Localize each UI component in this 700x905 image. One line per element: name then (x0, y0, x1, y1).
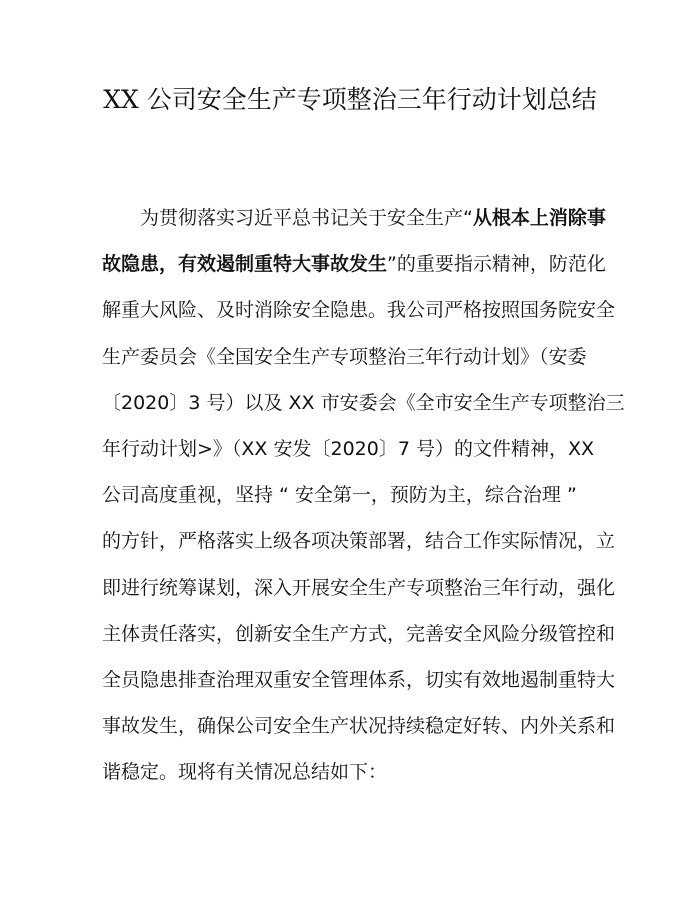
bold-text-segment: 从根本上消除事 (472, 207, 606, 229)
text-segment: ”的重要指示精神，防范化 (387, 253, 606, 275)
text-segment: 生产委员会《全国安全生产专项整治三年行动计划》（安委 (102, 346, 587, 368)
text-segment: 为贯彻落实习近平总书记关于安全生产“ (140, 207, 473, 229)
text-segment: 年行动计划>》（XX 安发〔2020〕7 号）的文件精神，XX (102, 438, 595, 460)
paragraph-line (102, 480, 577, 510)
paragraph-line (102, 434, 594, 464)
text-segment: 〔2020〕3 号）以及 XX 市安委会《全市安全生产专项整治三 (102, 392, 625, 414)
text-segment: 即进行统筹谋划，深入开展安全生产专项整治三年行动，强化 (102, 577, 616, 599)
document-title: XX 公司安全生产专项整治三年行动计划总结 (103, 85, 597, 114)
text-segment: 解重大风险、及时消除安全隐患。我公司严格按照国务院安全 (102, 299, 616, 321)
paragraph-line (102, 342, 587, 372)
paragraph-line (102, 619, 615, 649)
text-segment: 主体责任落实，创新安全生产方式，完善安全风险分级管控和 (102, 623, 616, 645)
text-segment: 全员隐患排查治理双重安全管理体系，切实有效地遏制重特大 (102, 669, 616, 691)
text-segment: 公司高度重视，坚持 “ 安全第一，预防为主，综合治理 ” (102, 484, 577, 506)
text-segment: 的方针，严格落实上级各项决策部署，结合工作实际情况，立 (102, 530, 616, 552)
paragraph-line (102, 711, 615, 741)
paragraph-line (102, 573, 615, 603)
paragraph-line (102, 526, 615, 556)
text-segment: 事故发生，确保公司安全生产状况持续稳定好转、内外关系和 (102, 715, 616, 737)
paragraph-line (102, 757, 387, 787)
paragraph-line (102, 249, 606, 279)
bold-text-segment: 故隐患，有效遏制重特大事故发生 (102, 253, 388, 275)
paragraph-line (140, 203, 606, 233)
text-segment: 谐稳定。现将有关情况总结如下： (102, 761, 388, 783)
paragraph-line (102, 388, 625, 418)
paragraph-line (102, 295, 615, 325)
paragraph-line (102, 665, 615, 695)
